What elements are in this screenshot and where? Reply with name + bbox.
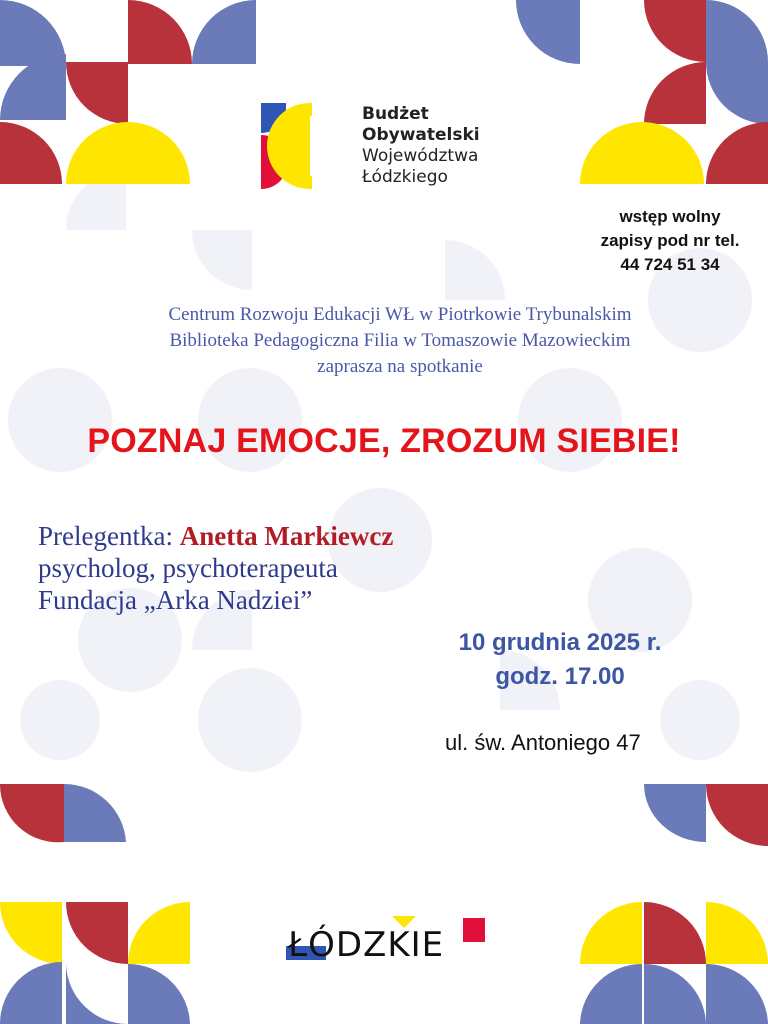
logo-line-2: Obywatelski (362, 125, 480, 145)
event-title: POZNAJ EMOCJE, ZROZUM SIEBIE! (87, 422, 681, 460)
speaker-role: psycholog, psychoterapeuta (38, 553, 338, 583)
organizer-line-2: Biblioteka Pedagogiczna Filia w Tomaszowie Mazowieckim (169, 330, 631, 351)
entry-info (570, 205, 768, 277)
event-datetime (380, 626, 740, 694)
budzet-obywatelski-logo-text (362, 104, 480, 188)
top-right-corner-pattern (516, 0, 768, 184)
speaker-info (38, 520, 393, 616)
event-time: godz. 17.00 (495, 663, 625, 690)
speaker-label: Prelegentka: (38, 521, 173, 551)
bottom-right-corner-pattern (580, 784, 768, 1024)
budzet-obywatelski-logo-mark (261, 103, 312, 189)
logo-line-3: Województwa (362, 146, 479, 166)
top-left-corner-pattern (0, 0, 256, 184)
speaker-name: Anetta Markiewcz (179, 521, 394, 551)
speaker-organization: Fundacja „Arka Nadziei” (38, 585, 313, 615)
event-date: 10 grudnia 2025 r. (458, 629, 662, 656)
organizer-line-1: Centrum Rozwoju Edukacji WŁ w Piotrkowie Trybunalskim (168, 304, 632, 325)
logo-line-1: Budżet (362, 104, 429, 124)
lodzkie-logo-wordmark: ŁÓDZKIE (288, 925, 445, 965)
logo-line-4: Łódzkiego (362, 167, 448, 187)
organizer-info (40, 302, 760, 380)
free-entry-text: wstęp wolny (619, 207, 721, 226)
lodzkie-logo-red-square (463, 918, 485, 942)
bottom-left-corner-pattern (0, 784, 190, 1024)
lodzkie-logo (280, 910, 490, 968)
speaker-line (38, 520, 393, 552)
event-address: ul. św. Antoniego 47 (445, 730, 641, 755)
registration-text: zapisy pod nr tel. (600, 231, 740, 250)
phone-number: 44 724 51 34 (620, 255, 720, 274)
invitation-text: zaprasza na spotkanie (317, 356, 483, 377)
